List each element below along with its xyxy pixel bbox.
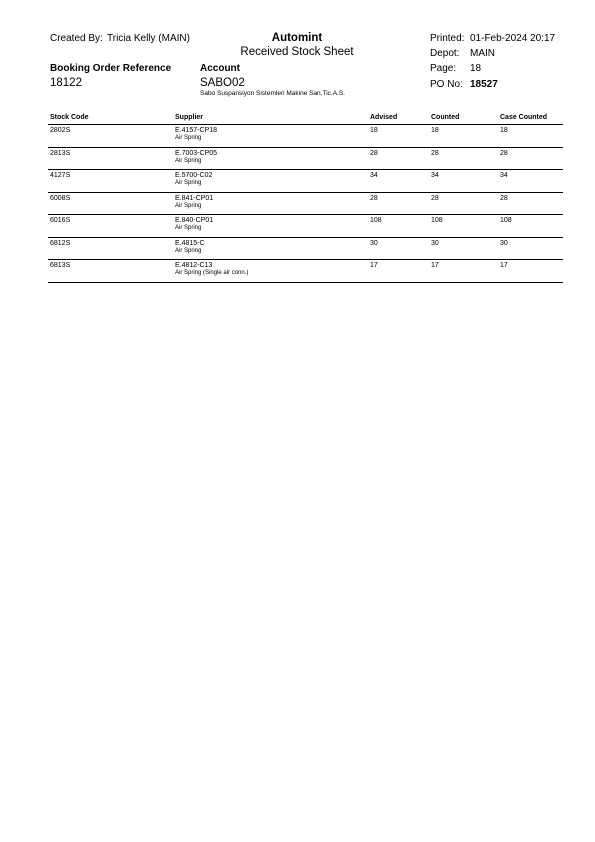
counted-qty: 17: [431, 262, 439, 269]
advised-qty: 30: [370, 239, 378, 247]
case-counted-qty: 17: [500, 262, 508, 269]
account-label: Account: [200, 63, 240, 74]
stock-code: 4127S: [50, 172, 71, 179]
sheet-title: Received Stock Sheet: [240, 46, 354, 58]
supplier-code: E.7003-CP05: [175, 149, 218, 157]
case-counted-qty: 30: [500, 239, 508, 247]
stock-code: 6016S: [50, 217, 71, 224]
case-counted-qty: 34: [500, 172, 508, 179]
table-row: [48, 260, 563, 283]
booking-ref-label: Booking Order Reference: [50, 63, 172, 74]
account-name: Sabo Suspansiyon Sistemleri Makine San.Tic.A.S.: [200, 90, 345, 97]
depot-label: Depot:: [430, 48, 460, 59]
stock-code: 2813S: [50, 149, 71, 157]
supplier-code: E.4815-C: [175, 239, 205, 247]
advised-qty: 28: [370, 194, 378, 202]
printed-value: 01-Feb-2024 20:17: [470, 33, 556, 44]
advised-qty: 108: [370, 217, 382, 224]
table-row: [48, 148, 563, 171]
item-description: Air Spring: [175, 135, 202, 141]
supplier-code: E.4812-C13: [175, 262, 213, 269]
column-header-case-counted: Case Counted: [500, 114, 548, 121]
page-label: Page:: [430, 63, 457, 74]
account-code: SABO02: [200, 77, 245, 89]
supplier-code: E.4157-CP18: [175, 127, 218, 134]
stock-code: 6008S: [50, 194, 71, 202]
supplier-code: E.841-CP01: [175, 194, 214, 202]
item-description: Air Spring (Single air conn.): [175, 270, 249, 276]
case-counted-qty: 18: [500, 127, 508, 134]
page-number: 18: [470, 63, 482, 74]
depot-value: MAIN: [470, 48, 495, 59]
item-description: Air Spring: [175, 247, 202, 254]
company-name: Automint: [271, 32, 323, 44]
po-number: 18527: [470, 79, 498, 90]
item-description: Air Spring: [175, 225, 202, 231]
stock-code: 6813S: [50, 262, 71, 269]
case-counted-qty: 108: [500, 217, 512, 224]
column-header-supplier: Supplier: [175, 114, 204, 121]
table-row: [48, 170, 563, 193]
booking-ref-value: 18122: [50, 77, 82, 89]
item-description: Air Spring: [175, 157, 202, 164]
supplier-code: E.5700-C02: [175, 172, 213, 179]
counted-qty: 18: [431, 127, 439, 134]
supplier-code: E.840-CP01: [175, 217, 214, 224]
case-counted-qty: 28: [500, 149, 508, 157]
counted-qty: 28: [431, 194, 439, 202]
stock-code: 2802S: [50, 127, 71, 134]
created-by-value: Tricia Kelly (MAIN): [107, 33, 190, 44]
table-row: [48, 125, 563, 148]
counted-qty: 28: [431, 149, 439, 157]
column-header-stock-code: Stock Code: [50, 114, 89, 121]
table-row: [48, 215, 563, 238]
counted-qty: 30: [431, 239, 439, 247]
advised-qty: 18: [370, 127, 378, 134]
advised-qty: 28: [370, 149, 378, 157]
counted-qty: 108: [431, 217, 443, 224]
created-by-label: Created By:: [50, 33, 103, 44]
table-header: [48, 114, 563, 125]
po-label: PO No:: [430, 79, 463, 90]
column-header-counted: Counted: [431, 114, 460, 121]
item-description: Air Spring: [175, 202, 202, 209]
column-header-advised: Advised: [370, 114, 398, 121]
advised-qty: 34: [370, 172, 378, 179]
table-row: [48, 193, 563, 216]
advised-qty: 17: [370, 262, 378, 269]
table-row: [48, 238, 563, 261]
stock-code: 6812S: [50, 239, 71, 247]
counted-qty: 34: [431, 172, 439, 179]
printed-label: Printed:: [430, 33, 465, 44]
case-counted-qty: 28: [500, 194, 508, 202]
item-description: Air Spring: [175, 180, 202, 186]
received-stock-table: [48, 114, 563, 283]
